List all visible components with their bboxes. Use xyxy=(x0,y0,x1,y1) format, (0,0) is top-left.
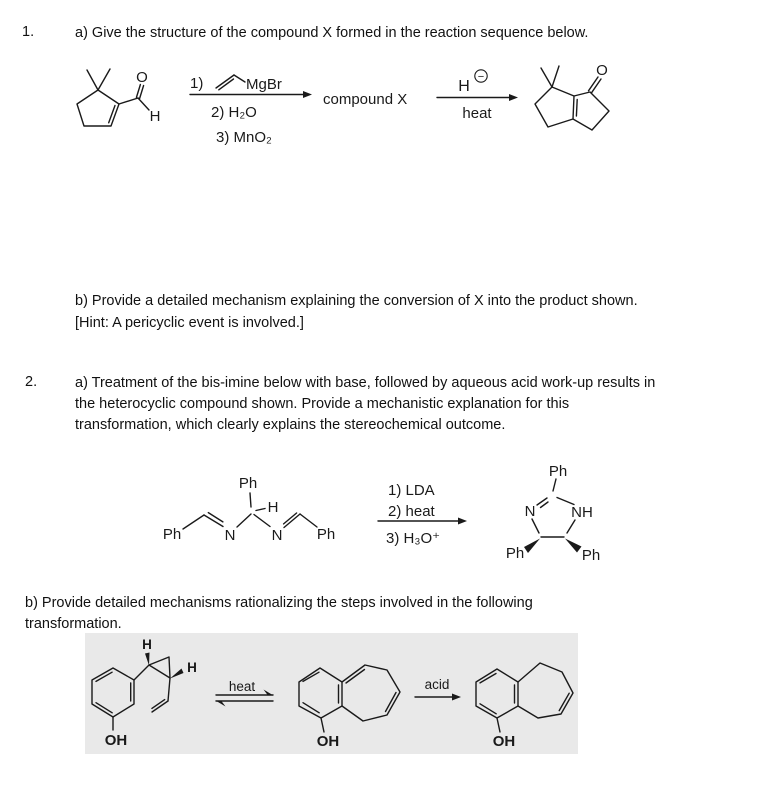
benzocycloheptene-structure xyxy=(476,663,573,750)
acid-label: acid xyxy=(424,677,450,692)
grignard-label: MgBr xyxy=(246,76,282,93)
scheme1-reaction xyxy=(0,55,764,180)
imidazoline-product-structure xyxy=(506,463,600,564)
equilibrium-arrows xyxy=(216,679,274,707)
bisimine-h-label: H xyxy=(267,499,279,516)
product-n-label: N xyxy=(524,503,536,520)
wedge-h-top xyxy=(145,653,150,666)
aldehyde-O-label: O xyxy=(136,69,148,86)
h-top-label: H xyxy=(142,637,152,652)
bisimine-ph-right-label: Ph xyxy=(316,526,336,543)
q2a-text-line2: the heterocyclic compound shown. Provide a mechanistic explanation for this xyxy=(75,396,570,412)
bisimine-n-left-label: N xyxy=(224,527,236,544)
scheme2a-arrow xyxy=(378,482,467,547)
ketone-O-label: O xyxy=(596,62,608,79)
q2a-text-line3: transformation, which clearly explains the stereochemical outcome. xyxy=(75,417,506,433)
benzocycloheptadiene-structure xyxy=(299,665,400,750)
step3-label: 3) MnO₂ xyxy=(216,129,272,146)
lda-label: 1) LDA xyxy=(388,482,435,499)
scheme2a-reaction xyxy=(150,450,650,580)
product-nh-label: NH xyxy=(571,504,593,521)
scheme2b-panel xyxy=(85,633,578,754)
product-ph-left-label: Ph xyxy=(505,545,525,562)
workup-label: 3) H₃O⁺ xyxy=(386,530,441,547)
bisimine-ph-left-label: Ph xyxy=(162,526,182,543)
compound-x-label: compound X xyxy=(323,91,408,108)
q1b-text-line2: [Hint: A pericyclic event is involved.] xyxy=(75,315,304,331)
step1-label: 1) xyxy=(190,75,204,92)
acid-arrow xyxy=(415,677,461,701)
wedge-bond-right xyxy=(565,539,582,553)
q2-number: 2. xyxy=(25,374,38,390)
scheme1-product-structure xyxy=(535,62,609,130)
svg-text:−: − xyxy=(477,70,485,83)
q1a-text: a) Give the structure of the compound X formed in the reaction sequence below. xyxy=(75,25,589,41)
aldehyde-H-label: H xyxy=(149,108,161,125)
scheme1-starting-material-structure xyxy=(77,69,160,126)
vinyl-group-drawing xyxy=(216,75,245,90)
step2-label: 2) H₂O xyxy=(211,104,257,121)
h-right-label: H xyxy=(187,660,197,675)
product-ph-right-label: Ph xyxy=(581,547,601,564)
oh-left-label: OH xyxy=(104,732,128,749)
proton-label: H xyxy=(458,78,470,95)
scheme1-arrow1 xyxy=(190,75,312,146)
q2b-text-line1: b) Provide detailed mechanisms rationalizing the steps involved in the following xyxy=(25,595,533,611)
heat-step-label: 2) heat xyxy=(388,503,435,520)
q2b-text-line2: transformation. xyxy=(25,616,122,632)
q1-number: 1. xyxy=(22,24,35,40)
q2a-text-line1: a) Treatment of the bis-imine below with base, followed by aqueous acid work-up results in xyxy=(75,375,656,391)
oh-right-label: OH xyxy=(492,733,516,750)
bisimine-n-right-label: N xyxy=(271,527,283,544)
bisimine-structure xyxy=(163,475,335,544)
oh-mid-label: OH xyxy=(316,733,340,750)
wedge-h-right xyxy=(170,669,184,679)
circled-minus-icon xyxy=(475,70,487,83)
wedge-bond-left xyxy=(524,539,540,554)
equilibrium-heat-label: heat xyxy=(228,679,256,694)
q1b-text-line1: b) Provide a detailed mechanism explaining the conversion of X into the product shown. xyxy=(75,293,638,309)
vinylcyclopropane-phenol-structure xyxy=(92,637,197,749)
product-ph-top-label: Ph xyxy=(548,463,568,480)
scheme2b-reaction xyxy=(85,633,578,754)
scheme1-arrow2 xyxy=(437,70,518,122)
bisimine-ph-top-label: Ph xyxy=(238,475,258,492)
heat-label: heat xyxy=(462,105,492,122)
